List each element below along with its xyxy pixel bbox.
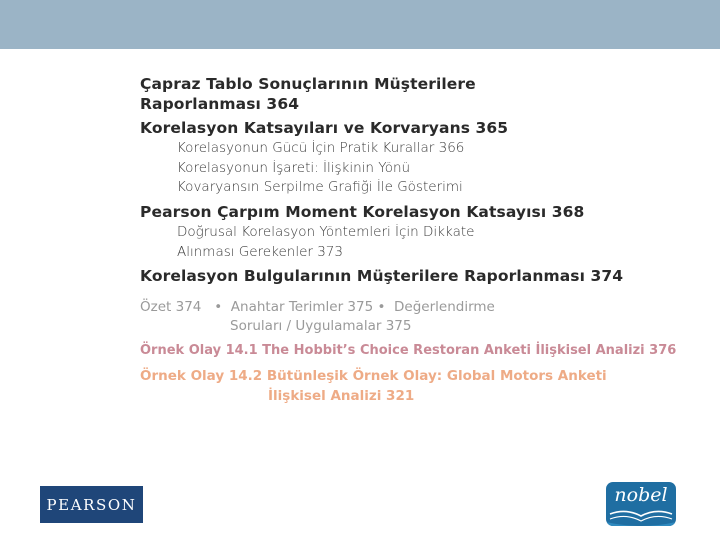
book-wave-icon [606, 508, 676, 526]
pearson-logo-text: PEARSON [46, 495, 137, 514]
toc-summary: Soruları / Uygulamalar 375 [230, 318, 412, 334]
toc-subitem: Korelasyonun İşareti: İlişkinin Yönü [177, 160, 411, 176]
toc-case-study: Örnek Olay 14.2 Bütünleşik Örnek Olay: Global Motors Anketi [140, 368, 607, 384]
toc-subitem: Korelasyonun Gücü İçin Pratik Kurallar 366 [177, 140, 465, 156]
toc-heading: Raporlanması 364 [140, 95, 300, 113]
nobel-logo-text: nobel [614, 484, 668, 506]
toc-heading: Korelasyon Bulgularının Müşterilere Raporlanması 374 [140, 267, 624, 285]
toc-summary: Özet 374 • Anahtar Terimler 375 • Değerlendirme [140, 299, 495, 315]
pearson-logo [40, 486, 143, 523]
toc-subitem: Alınması Gerekenler 373 [177, 244, 343, 260]
toc-subitem: Kovaryansın Serpilme Grafiği İle Gösterimi [177, 179, 463, 195]
toc-heading: Pearson Çarpım Moment Korelasyon Katsayısı 368 [140, 203, 585, 221]
nobel-logo [606, 482, 676, 526]
toc-case-study: Örnek Olay 14.1 The Hobbit’s Choice Restoran Anketi İlişkisel Analizi 376 [140, 343, 677, 358]
toc-case-study: İlişkisel Analizi 321 [268, 388, 415, 404]
toc-subitem: Doğrusal Korelasyon Yöntemleri İçin Dikkate [177, 224, 475, 240]
toc-heading: Çapraz Tablo Sonuçlarının Müşterilere [140, 75, 476, 93]
toc-heading: Korelasyon Katsayıları ve Korvaryans 365 [140, 119, 509, 137]
